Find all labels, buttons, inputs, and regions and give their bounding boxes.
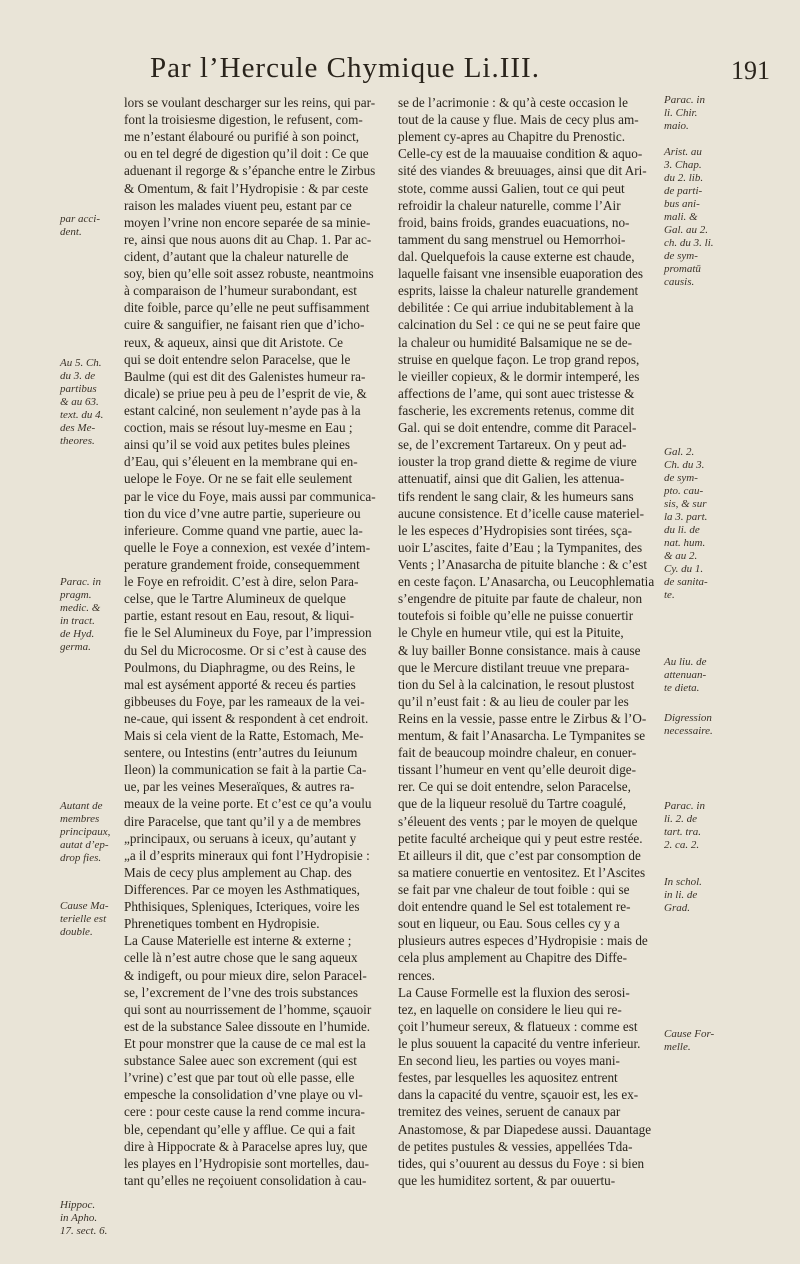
margin-note-line: de sym- <box>664 472 698 484</box>
text-line: se fait par vne chaleur de tout foible : qui se <box>398 882 630 898</box>
margin-note-line: Autant de <box>60 800 103 812</box>
text-line: me n’estant élabouré ou purifié à son poinct, <box>124 129 360 145</box>
text-line: rer. Ce qui se doit entendre, selon Paracelse, <box>398 779 631 795</box>
margin-note-line: dent. <box>60 226 82 238</box>
margin-note-line: attenuan- <box>664 669 707 681</box>
text-line: dans la capacité du ventre, sçauoir est, les ex- <box>398 1087 639 1103</box>
text-line: tez, en laquelle on considere le lieu qui re- <box>398 1001 622 1017</box>
text-line: de petites pustules & vessies, appellées Tda- <box>398 1138 633 1154</box>
text-line: festes, par lesquelles les aquositez entrent <box>398 1070 618 1086</box>
margin-note-line: des Me- <box>60 422 96 434</box>
text-line: sout en liqueur, ou Eau. Sous celles cy y a <box>398 916 620 932</box>
text-line: calcination du Sel : ce qui ne se peut faire que <box>398 317 641 333</box>
text-line: Baulme (qui est dit des Galenistes humeur ra- <box>124 368 366 384</box>
margin-note-line: promatū <box>664 263 701 275</box>
text-line: qu’il n’eust fait : & au lieu de couler par les <box>398 693 629 709</box>
text-line: se, de l’excrement Tartareux. On y peut ad- <box>398 437 627 453</box>
margin-note-line: Gal. au 2. <box>664 224 708 236</box>
text-line: d’Eau, qui s’éleuent en la membrane qui en- <box>124 454 358 470</box>
margin-note-line: du 3. de <box>60 370 96 382</box>
margin-note-line: membres <box>60 813 100 825</box>
margin-note-line: te. <box>664 589 675 601</box>
page-header <box>150 52 780 98</box>
margin-note-line: medic. & <box>60 602 101 614</box>
text-line: tout de la cause y flue. Mais de cecy plus am- <box>398 112 639 128</box>
margin-note-line: 3. Chap. <box>664 159 702 171</box>
margin-note <box>664 446 708 602</box>
text-line: plusieurs autres especes d’Hydropisie : mais de <box>398 933 648 949</box>
text-line: Differences. Par ce moyen les Asthmatiques, <box>124 882 360 898</box>
margin-note-line: 2. ca. 2. <box>664 839 700 851</box>
text-line: le les especes d’Hydropisies sont tirées, sça- <box>398 522 633 538</box>
text-line: esprits, laisse la chaleur naturelle grandement <box>398 283 639 299</box>
text-line: „principaux, ou seruans à iceux, qu’autant y <box>124 830 357 846</box>
text-line: estant calciné, non seulement n’ayde pas à la <box>124 402 361 418</box>
margin-note <box>664 876 702 915</box>
text-line: dicale) se priue peu à peu de l’esprit de vie, & <box>124 385 367 401</box>
text-line: s’éleuent des vents ; par le moyen de quelque <box>398 813 638 829</box>
text-line: les playes en l’Hydropisie sont mortelles, dau- <box>124 1155 370 1171</box>
margin-note-line: & au 2. <box>664 550 698 562</box>
margin-note-line: li. Chir. <box>664 107 698 119</box>
text-line: le Chyle en humeur vtile, qui est la Pituite, <box>398 625 624 641</box>
text-line: Mais de cecy plus amplement au Chap. des <box>124 864 352 880</box>
text-line: petite faculté archeique qui y peut estre restée. <box>398 830 643 846</box>
text-line: se, l’excrement de l’vne des trois substances <box>124 984 359 1000</box>
text-line: celse, que le Tartre Alumineux de quelque <box>124 591 346 607</box>
margin-note-line: theores. <box>60 435 95 447</box>
page-number: 191 <box>731 56 770 85</box>
margin-note-line: Cause Ma- <box>60 900 109 912</box>
text-line: stote, comme aussi Galien, tout ce qui peut <box>398 180 625 196</box>
text-line: Mais si cela vient de la Ratte, Estomach, Me- <box>124 728 364 744</box>
text-line: dite foible, parce qu’elle ne peut suffisamment <box>124 300 370 316</box>
text-line: dal. Quelquefois la cause externe est chaude, <box>398 248 635 264</box>
margin-note-line: de Hyd. <box>60 628 95 640</box>
text-line: inferieure. Comme quand vne partie, auec la- <box>124 522 363 538</box>
text-line: aucune consistence. Et d’icelle cause materiel- <box>398 505 645 521</box>
text-line: rences. <box>398 967 435 983</box>
text-line: fascherie, les excrements retenus, comme dit <box>398 402 635 418</box>
margin-note-line: & au 63. <box>60 396 99 408</box>
text-line: sentere, ou Intestins (entr’autres du Ieiunum <box>124 745 358 761</box>
text-line: quelle le Foye a connexion, est vexée d’intem- <box>124 539 371 555</box>
margin-note <box>664 146 714 289</box>
text-line: tion du Sel à la calcination, le resout plustost <box>398 676 635 692</box>
text-line: soy, bien qu’elle soit assez robuste, neantmoins <box>124 266 374 282</box>
text-line: & Omentum, & fait l’Hydropisie : & par ceste <box>124 180 369 196</box>
margin-note-line: melle. <box>664 1041 691 1053</box>
text-line: meaux de la veine porte. Et c’est ce qu’a voulu <box>124 796 372 812</box>
margin-note <box>60 900 109 939</box>
text-line: que le Mercure distilant treuue vne prepara- <box>398 659 630 675</box>
margin-note-line: causis. <box>664 276 695 288</box>
margin-note-line: de sym- <box>664 250 698 262</box>
text-line: qui se doit entendre selon Paracelse, que le <box>124 351 351 367</box>
margin-note-line: maio. <box>664 120 689 132</box>
margin-note-line: la 3. part. <box>664 511 708 523</box>
text-line: uelope le Foye. Or ne se fait elle seulement <box>124 471 353 487</box>
text-line: La Cause Formelle est la fluxion des serosi- <box>398 984 630 1000</box>
text-line: ue, par les veines Meseraïques, & autres ra- <box>124 779 355 795</box>
text-line: par le vice du Foye, mais aussi par communica- <box>124 488 376 504</box>
text-line: froid, bains froids, grandes euacuations, no- <box>398 214 630 230</box>
text-line: ou en tel degré de digestion qu’il doit : Ce que <box>124 146 369 162</box>
text-line: tamment du sang menstruel ou Hemorrhoi- <box>398 231 626 247</box>
text-line: l’vrine) c’est que par tout où elle passe, elle <box>124 1070 355 1086</box>
margin-note <box>664 712 713 738</box>
margin-note-line: in tract. <box>60 615 95 627</box>
text-line: Poulmons, du Diaphragme, ou des Reins, le <box>124 659 356 675</box>
text-line: substance Salee auec son excrement (qui est <box>124 1053 357 1069</box>
text-line: La Cause Materielle est interne & externe ; <box>124 933 352 949</box>
text-line: moyen l’vrine non encore separée de sa minie- <box>124 214 371 230</box>
margin-note <box>664 1028 714 1054</box>
text-line: le Foye en refroidit. C’est à dire, selon Para- <box>124 574 359 590</box>
text-line: „a il d’esprits mineraux qui font l’Hydropisie : <box>124 847 370 863</box>
text-line: se de l’acrimonie : & qu’à ceste occasion le <box>398 95 628 110</box>
margin-note-line: nat. hum. <box>664 537 706 549</box>
text-line: à comparaison de l’humeur surabondant, est <box>124 283 357 299</box>
margin-note-line: du 2. lib. <box>664 172 704 184</box>
margin-note <box>60 357 103 448</box>
text-line: tifs rendent le sang clair, & les humeurs sans <box>398 488 634 504</box>
margin-note-line: ch. du 3. li. <box>664 237 714 249</box>
margin-note-line: li. 2. de <box>664 813 697 825</box>
text-line: Celle-cy est de la mauuaise condition & aquo- <box>398 146 643 162</box>
text-line: tides, qui s’ouurent au dessus du Foye : si bien <box>398 1155 645 1171</box>
margin-note-line: necessaire. <box>664 725 713 737</box>
text-line: fie le Sel Alumineux du Foye, par l’impression <box>124 625 372 641</box>
left-text-column <box>124 94 382 1189</box>
text-line: raison les malades viuent peu, estant par ce <box>124 197 352 213</box>
margin-note-line: Ch. du 3. <box>664 459 705 471</box>
text-line: çoit l’humeur sereux, & flatueux : comme est <box>398 1018 638 1034</box>
margin-note-line: de sanita- <box>664 576 708 588</box>
text-line: aduenant il regorge & s’épanche entre le Zirbus <box>124 163 376 179</box>
margin-note-line: drop fies. <box>60 852 102 864</box>
margin-note <box>60 1199 107 1238</box>
text-line: coction, mais se résout luy-mesme en Eau ; <box>124 420 353 436</box>
text-line: que de la liqueur resoluë du Tartre coagulé, <box>398 796 627 812</box>
text-line: que les humiditez sortent, & par ouuertu- <box>398 1172 616 1188</box>
text-line: reux, & aqueux, ainsi que dit Aristote. Ce <box>124 334 344 350</box>
text-line: laquelle faisant vne insensible euaporation des <box>398 266 643 282</box>
margin-note-line: pragm. <box>60 589 92 601</box>
text-line: gibbeuses du Foye, par les rameaux de la vei- <box>124 693 365 709</box>
text-line: tant qu’elles ne reçoiuent consolidation à cau- <box>124 1172 367 1188</box>
margin-note-line: par acci- <box>60 213 101 225</box>
text-line: Phrenetiques tombent en Hydropisie. <box>124 916 320 932</box>
text-line: ble, cependant qu’elle y afflue. Ce qui a fait <box>124 1121 356 1137</box>
text-line: ainsi qu’il se void aux petites bules pleines <box>124 437 350 453</box>
text-line: tion du vice d’vne autre partie, superieure ou <box>124 505 361 521</box>
margin-note <box>664 656 706 695</box>
text-line: le plus souuent la capacité du ventre inferieur. <box>398 1036 641 1052</box>
margin-note <box>60 576 101 654</box>
margin-note-line: Hippoc. <box>60 1199 96 1211</box>
margin-note-line: terielle est <box>60 913 107 925</box>
margin-note-line: de parti- <box>664 185 703 197</box>
text-line: Ileon) la communication se fait à la partie Ca- <box>124 762 367 778</box>
margin-note-line: Cause For- <box>664 1028 715 1040</box>
text-line: mal est aysément apporté & receu és parties <box>124 676 356 692</box>
text-line: Vents ; l’Anasarcha de pituite blanche : & c’est <box>398 556 648 572</box>
text-line: cident, d’autant que la chaleur naturelle de <box>124 248 349 264</box>
margin-note-line: Cy. du 1. <box>664 563 704 575</box>
text-line: toutefois si foible qu’elle ne puisse conuertir <box>398 608 634 624</box>
text-line: & luy bailler Bonne consistance. mais à cause <box>398 642 641 658</box>
text-line: perature grandement froide, consequemment <box>124 556 360 572</box>
margin-note-line: Au 5. Ch. <box>60 357 102 369</box>
text-line: Gal. qui se doit entendre, comme dit Paracel- <box>398 420 637 436</box>
text-line: refroidir la chaleur naturelle, comme l’Air <box>398 197 621 213</box>
margin-note <box>664 94 705 133</box>
text-line: qui sont au nourrissement de l’homme, sçauoir <box>124 1001 372 1017</box>
text-line: ne-caue, qui issent & respondent à cet endroit. <box>124 710 369 726</box>
margin-note-line: 17. sect. 6. <box>60 1225 108 1237</box>
text-line: est de la substance Salee dissoute en l’humide. <box>124 1018 371 1034</box>
margin-note-line: Parac. in <box>60 576 101 588</box>
text-line: tissant l’humeur en vent qu’elle deuroit dige- <box>398 762 637 778</box>
text-line: plement cy-apres au Chapitre du Prenostic. <box>398 129 626 145</box>
margin-note-line: principaux, <box>60 826 111 838</box>
margin-note-line: In schol. <box>664 876 702 888</box>
text-line: Anastomose, & par Diapedese aussi. Dauantage <box>398 1121 652 1137</box>
margin-note-line: double. <box>60 926 93 938</box>
text-line: iouster la trop grand diette & regime de viure <box>398 454 637 470</box>
text-line: tremitez des veines, seruent de canaux par <box>398 1104 621 1120</box>
running-title: Par l’Hercule Chymique Li.III. <box>150 52 540 84</box>
margin-note-line: partibus <box>60 383 97 395</box>
text-line: re, ainsi que nous auons dit au Chap. 1. Par ac- <box>124 231 372 247</box>
text-line: Phthisiques, Spleniques, Icteriques, voire les <box>124 899 360 915</box>
margin-note-line: mali. & <box>664 211 698 223</box>
text-line: partie, estant resout en Eau, resout, & liqui- <box>124 608 354 624</box>
text-line: la chaleur ou humidité Balsamique ne se de- <box>398 334 633 350</box>
margin-note-line: in Apho. <box>60 1212 98 1224</box>
text-line: Et ailleurs il dit, que c’est par consomption de <box>398 847 641 863</box>
margin-note-line: autat d’ep- <box>60 839 109 851</box>
text-line: mentum, & fait l’Anasarcha. Le Tympanites se <box>398 728 646 744</box>
margin-note-line: du li. de <box>664 524 700 536</box>
margin-note <box>60 800 110 865</box>
margin-note-line: sis, & sur <box>664 498 707 510</box>
text-line: s’engendre de pituite par faute de chaleur, non <box>398 591 643 607</box>
text-line: struise en quelque façon. Le trop grand repos, <box>398 351 640 367</box>
text-line: cuire & sanguifier, ne faisant rien que d’icho- <box>124 317 365 333</box>
text-line: En second lieu, les parties ou voyes mani- <box>398 1053 620 1069</box>
margin-note-line: te dieta. <box>664 682 700 694</box>
text-line: lors se voulant descharger sur les reins, qui par- <box>124 95 376 110</box>
text-line: uoir L’ascites, faite d’Eau ; la Tympanites, des <box>398 539 643 555</box>
text-line: debilitée : Ce qui arriue indubitablement à la <box>398 300 634 316</box>
text-line: dire à Hippocrate & à Paracelse apres luy, que <box>124 1138 368 1154</box>
text-line: Et pour monstrer que la cause de ce mal est la <box>124 1036 366 1052</box>
margin-note-line: Au liu. de <box>664 656 707 668</box>
margin-note-line: in li. de <box>664 889 698 901</box>
margin-note-line: Arist. au <box>664 146 702 158</box>
margin-note-line: Grad. <box>664 902 690 914</box>
text-line: attenuatif, ainsi que dit Galien, les attenua- <box>398 471 625 487</box>
margin-note-line: text. du 4. <box>60 409 104 421</box>
margin-note-line: Parac. in <box>664 800 705 812</box>
text-line: en ceste façon. L’Anasarcha, ou Leucophlematia <box>398 574 655 590</box>
text-line: & indigeft, ou pour mieux dire, selon Paracel- <box>124 967 367 983</box>
margin-note-line: germa. <box>60 641 91 653</box>
margin-note-line: Digression <box>664 712 712 724</box>
text-line: sa matiere conuertie en ventositez. Et l’Ascites <box>398 864 646 880</box>
text-line: empesche la consolidation d’vne playe ou vl- <box>124 1087 363 1103</box>
text-line: dire Paracelse, que tant qu’il y a de membres <box>124 813 361 829</box>
margin-note-line: pto. cau- <box>664 485 704 497</box>
margin-note-line: tart. tra. <box>664 826 701 838</box>
text-line: sité des viandes & breuuages, ainsi que dit Ari- <box>398 163 647 179</box>
margin-note-line: Gal. 2. <box>664 446 695 458</box>
text-line: font la troisiesme digestion, le refusent, com- <box>124 112 363 128</box>
text-line: cela plus amplement au Chapitre des Diffe- <box>398 950 627 966</box>
margin-note-line: bus ani- <box>664 198 700 210</box>
text-line: le vieiller copieux, & le dormir intemperé, les <box>398 368 640 384</box>
text-line: doit entendre quand le Sel est totalement re- <box>398 899 631 915</box>
text-line: celle là n’est autre chose que le sang aqueux <box>124 950 358 966</box>
text-line: Reins en la vessie, passe entre le Zirbus & l’O- <box>398 710 647 726</box>
right-text-column <box>398 94 656 1189</box>
text-line: affections de l’ame, qui sont auec tristesse & <box>398 385 635 401</box>
margin-note <box>664 800 705 852</box>
margin-note <box>60 213 100 239</box>
text-line: fait de beaucoup moindre chaleur, en conuer- <box>398 745 637 761</box>
text-line: cere : pour ceste cause la rend comme incura- <box>124 1104 365 1120</box>
margin-note-line: Parac. in <box>664 94 705 106</box>
text-line: du Sel du Microcosme. Or si c’est à cause des <box>124 642 367 658</box>
